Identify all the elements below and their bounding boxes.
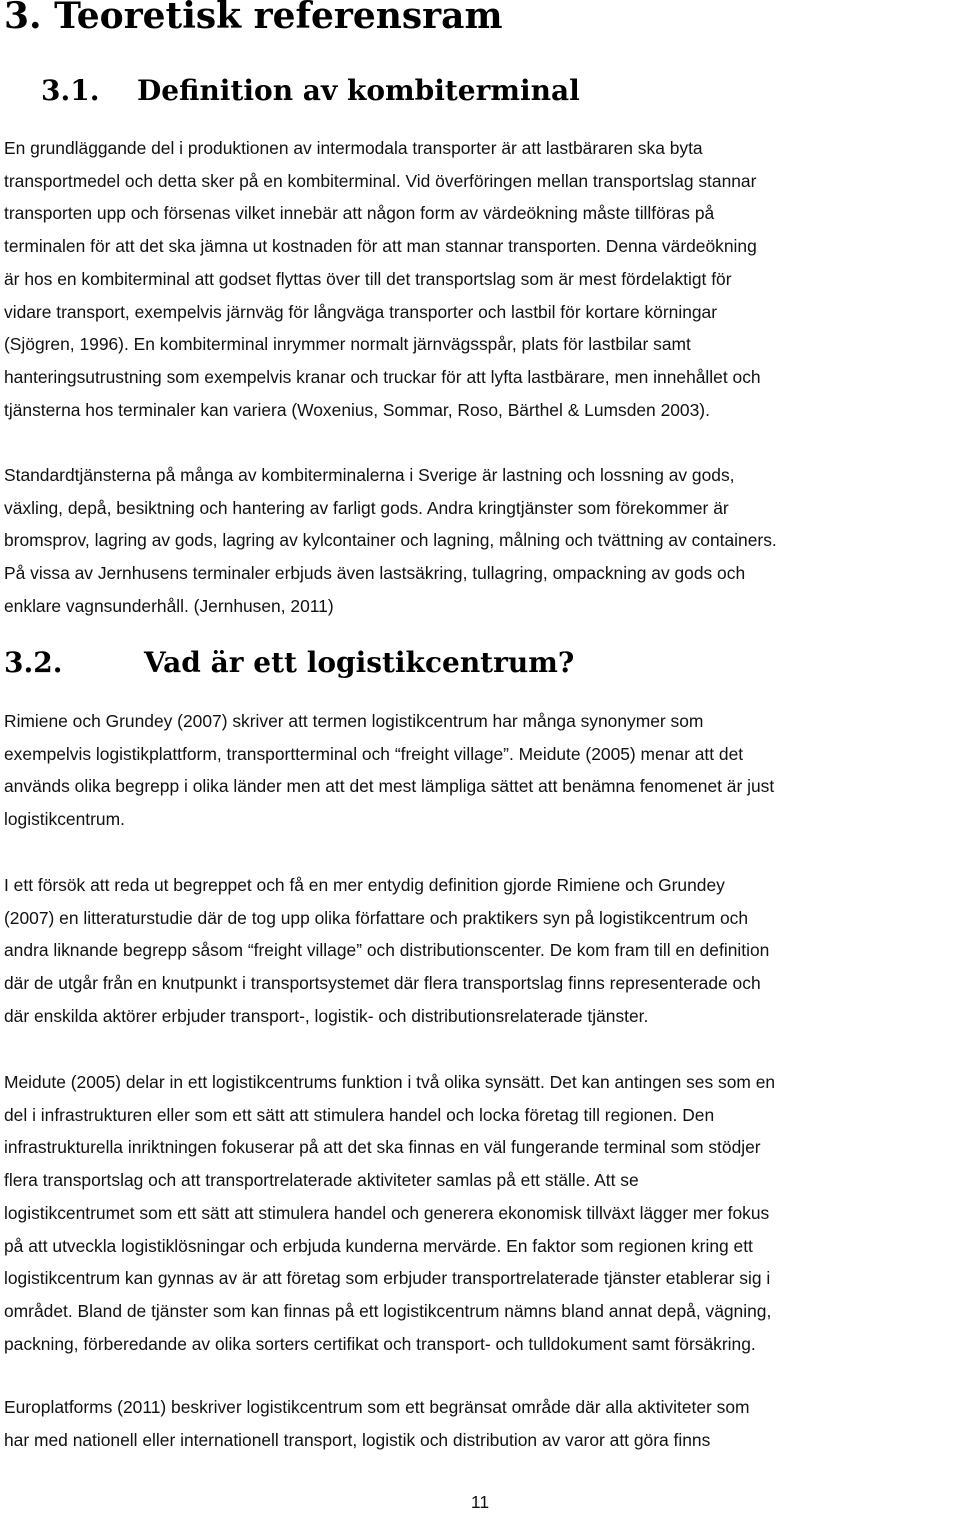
text-line: Europlatforms (2011) beskriver logistikcentrum som ett begränsat område där alla aktiviteter som	[4, 1397, 750, 1417]
text-line: På vissa av Jernhusens terminaler erbjuds även lastsäkring, tullagring, ompackning av gods och	[4, 563, 746, 584]
text-line: logistikcentrum.	[4, 809, 125, 830]
text-line: logistikcentrum kan gynnas av är att företag som erbjuder transportrelaterade tjänster etablerar sig i	[4, 1268, 771, 1289]
text-line: Rimiene och Grundey (2007) skriver att termen logistikcentrum har många synonymer som	[4, 711, 704, 731]
text-line: används olika begrepp i olika länder men att det mest lämpliga sättet att benämna fenomenet är just	[4, 776, 775, 797]
text-line: (Sjögren, 1996). En kombiterminal inrymmer normalt järnvägsspår, plats för lastbilar samt	[4, 334, 691, 355]
chapter-heading: 3. Teoretisk referensram	[4, 0, 503, 37]
text-line: Standardtjänsterna på många av kombiterminalerna i Sverige är lastning och lossning av gods,	[4, 465, 735, 485]
section-title: Vad är ett logistikcentrum?	[144, 646, 575, 679]
text-line: vidare transport, exempelvis järnväg för långväga transporter och lastbil för kortare körningar	[4, 301, 718, 322]
text-line: flera transportslag och att transportrelaterade aktiviteter samlas på ett ställe. Att se	[4, 1170, 639, 1191]
text-line: transporten upp och försenas vilket innebär att någon form av värdeökning måste tillföras på	[4, 203, 715, 224]
text-line: Meidute (2005) delar in ett logistikcentrums funktion i två olika synsätt. Det kan antingen ses som en	[4, 1072, 776, 1092]
paragraph-standard-services	[4, 459, 960, 623]
text-line: växling, depå, besiktning och hantering av farligt gods. Andra kringtjänster som förekommer är	[4, 497, 729, 518]
text-line: (2007) en litteraturstudie där de tog upp olika författare och praktikers syn på logistikcentrum och	[4, 907, 749, 928]
text-line: där enskilda aktörer erbjuder transport-, logistik- och distributionsrelaterade tjänster.	[4, 1005, 649, 1026]
section-number: 3.1.	[41, 74, 100, 107]
text-line: på att utveckla logistiklösningar och erbjuda kunderna mervärde. En faktor som regionen kring ett	[4, 1235, 753, 1256]
paragraph-meidute-perspectives	[4, 1066, 960, 1360]
text-line: infrastrukturella inriktningen fokuserar på att det ska finnas en väl fungerande terminal som stödjer	[4, 1137, 761, 1158]
text-line: tjänsterna hos terminaler kan variera (Woxenius, Sommar, Roso, Bärthel & Lumsden 2003).	[4, 399, 710, 420]
text-line: bromsprov, lagring av gods, lagring av kylcontainer och lagning, målning och tvättning av containers.	[4, 530, 777, 551]
section-heading-3-1	[4, 73, 580, 109]
text-line: packning, förberedande av olika sorters certifikat och transport- och tulldokument samt försäkring.	[4, 1333, 756, 1354]
section-title: Definition av kombiterminal	[137, 74, 580, 107]
text-line: hanteringsutrustning som exempelvis kranar och truckar för att lyfta lastbärare, men innehållet och	[4, 366, 761, 387]
text-line: där de utgår från en knutpunkt i transportsystemet där flera transportslag finns representerade och	[4, 973, 761, 994]
text-line: exempelvis logistikplattform, transportterminal och “freight village”. Meidute (2005) menar att det	[4, 743, 744, 764]
paragraph-europlatforms	[4, 1391, 960, 1456]
paragraph-kombiterminal-definition	[4, 132, 960, 426]
section-heading-3-2	[4, 645, 574, 681]
text-line: En grundläggande del i produktionen av intermodala transporter är att lastbäraren ska byta	[4, 138, 703, 158]
text-line: är hos en kombiterminal att godset flyttas över till det transportslag som är mest fördelaktigt för	[4, 268, 732, 289]
text-line: del i infrastrukturen eller som ett sätt att stimulera handel och locka företag till regionen. Den	[4, 1104, 715, 1125]
paragraph-logistikcentrum-synonyms	[4, 705, 960, 836]
text-line: logistikcentrumet som ett sätt att stimulera handel och generera ekonomisk tillväxt lägger mer fokus	[4, 1202, 770, 1223]
page-number: 11	[470, 1492, 490, 1512]
text-line: terminalen för att det ska jämna ut kostnaden för att man stannar transporten. Denna värdeökning	[4, 236, 757, 257]
text-line: transportmedel och detta sker på en kombiterminal. Vid överföringen mellan transportslag stannar	[4, 170, 757, 191]
text-line: I ett försök att reda ut begreppet och få en mer entydig definition gjorde Rimiene och Grundey	[4, 875, 725, 895]
text-line: har med nationell eller internationell transport, logistik och distribution av varor att göra finns	[4, 1429, 711, 1450]
paragraph-definition-study	[4, 869, 960, 1033]
text-line: området. Bland de tjänster som kan finnas på ett logistikcentrum nämns bland annat depå, vägning,	[4, 1300, 772, 1321]
text-line: andra liknande begrepp såsom “freight village” och distributionscenter. De kom fram till en definition	[4, 940, 770, 961]
section-number: 3.2.	[4, 646, 63, 679]
text-line: enklare vagnsunderhåll. (Jernhusen, 2011)	[4, 595, 334, 616]
